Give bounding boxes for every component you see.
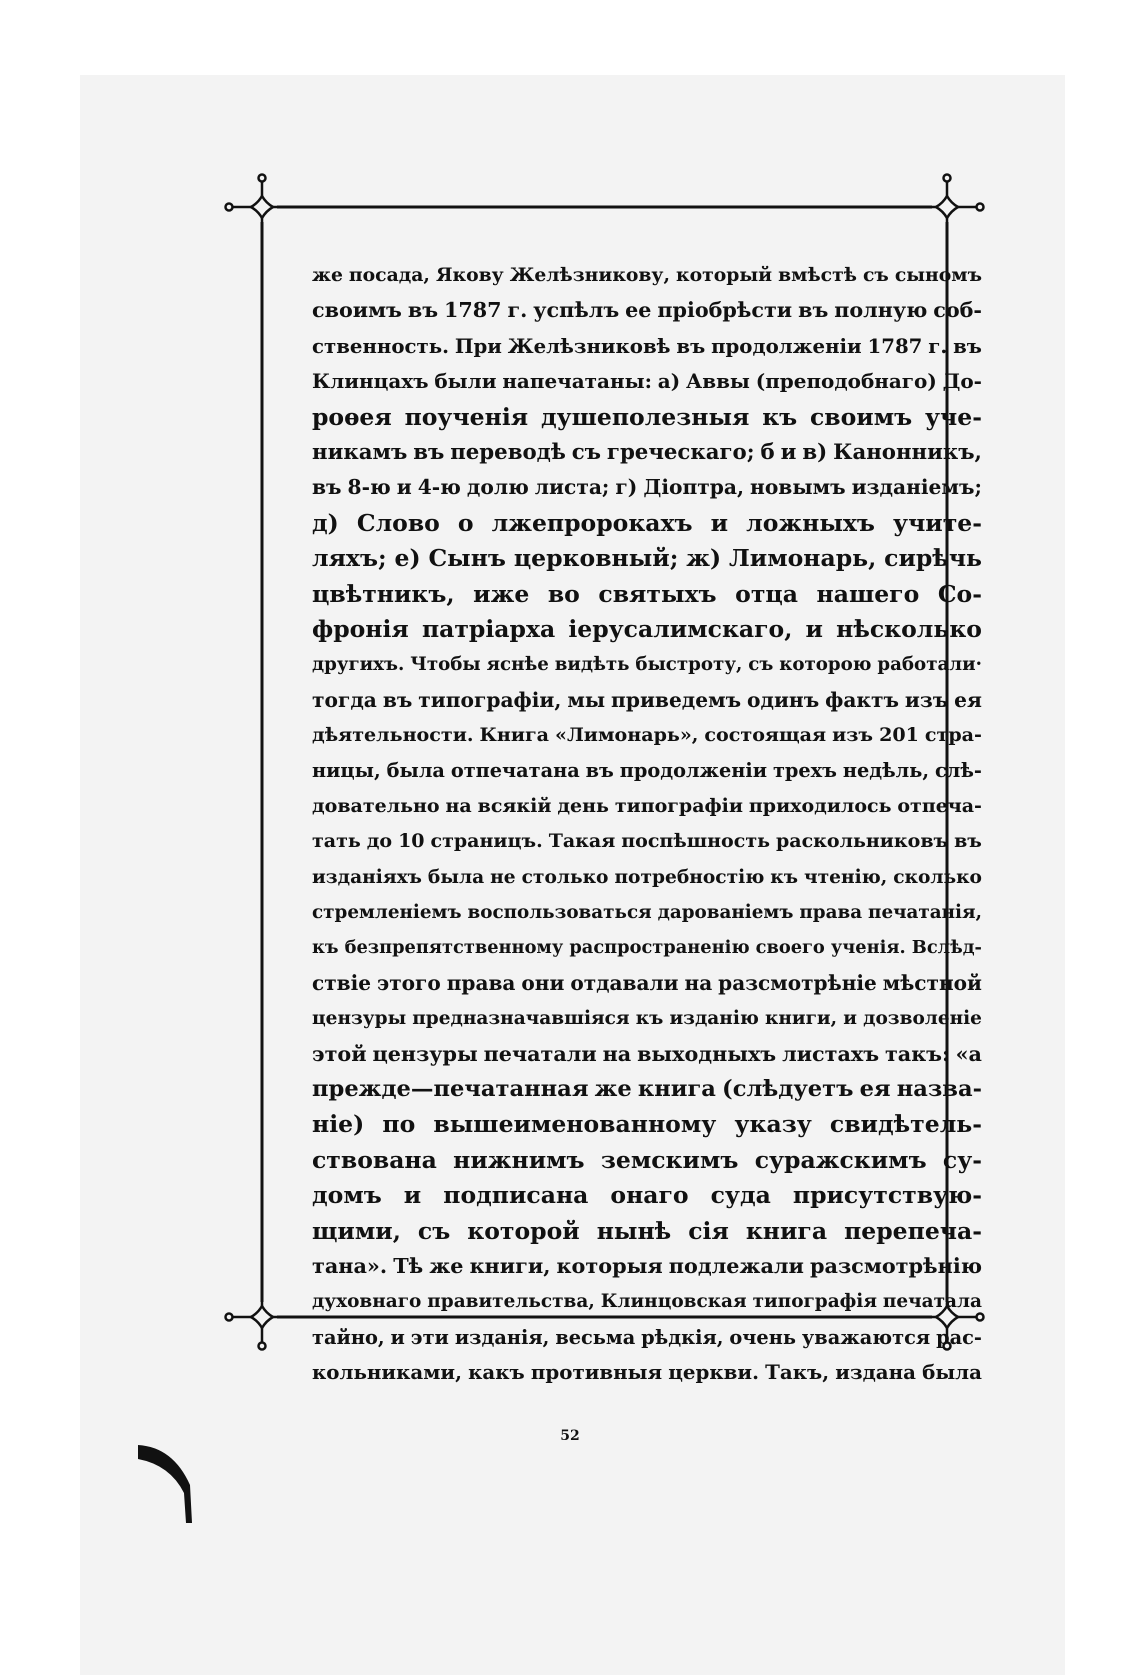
word: предназначавшіяся xyxy=(412,1008,630,1030)
word: въ xyxy=(953,333,982,358)
word: тана». xyxy=(312,1253,388,1278)
word: изъ xyxy=(832,724,874,747)
word: трехъ xyxy=(772,759,837,783)
word: учите- xyxy=(893,508,982,537)
text-line xyxy=(312,789,982,824)
text-line xyxy=(312,293,982,328)
word: святыхъ xyxy=(598,579,717,608)
word: довательно xyxy=(312,794,440,817)
word: «Лимонарь», xyxy=(555,724,699,747)
text-line xyxy=(312,470,982,505)
word: прежде—печатанная xyxy=(312,1075,589,1102)
word: къ xyxy=(635,1008,664,1030)
text-line xyxy=(312,1355,982,1390)
word: въ xyxy=(382,687,413,712)
word: Книга xyxy=(479,724,550,747)
corner-ornament-top-left xyxy=(226,175,293,234)
word: съ xyxy=(417,1216,451,1245)
word: во xyxy=(547,579,580,608)
word: Вслѣд- xyxy=(911,937,982,959)
word: распространенію xyxy=(569,937,750,959)
word: дарованіемъ xyxy=(657,902,794,924)
word: Желѣзниковѣ xyxy=(507,333,671,358)
word: иже xyxy=(473,579,530,608)
word: мѣстной xyxy=(882,970,982,995)
word: о xyxy=(457,508,474,537)
word: перепеча- xyxy=(844,1216,982,1245)
word: 1787 xyxy=(444,298,502,323)
word: были xyxy=(434,369,497,394)
word: печатали xyxy=(483,1041,597,1066)
word: мы xyxy=(567,687,606,712)
word: этого xyxy=(376,970,441,995)
word: б xyxy=(760,439,775,465)
word: въ xyxy=(954,830,982,853)
word: которой xyxy=(467,1216,580,1245)
word: соб- xyxy=(933,298,982,323)
text-line xyxy=(312,683,982,718)
word: 8-ю xyxy=(347,475,391,500)
word: была xyxy=(386,759,445,783)
word: и xyxy=(390,1325,405,1349)
word: Діоптра, xyxy=(643,475,745,500)
word: Клинцахъ xyxy=(312,369,429,394)
word: сколько xyxy=(893,866,982,888)
word: роѳея xyxy=(312,402,392,431)
word: воспользоваться xyxy=(467,902,652,924)
word: указу xyxy=(734,1110,812,1139)
word: 10 xyxy=(398,830,425,853)
word: тайно, xyxy=(312,1325,385,1349)
text-line xyxy=(312,1072,982,1107)
word: сирѣчь xyxy=(884,544,982,573)
word: типографія xyxy=(752,1291,877,1313)
word: щими, xyxy=(312,1216,401,1245)
word: Чтобы xyxy=(410,654,481,676)
word: подписана xyxy=(443,1181,589,1210)
word: который xyxy=(676,264,773,286)
word: же xyxy=(594,1075,632,1102)
word: типографіи, xyxy=(418,687,562,712)
word: вышеименованному xyxy=(433,1110,717,1139)
word: потребностію xyxy=(614,866,765,888)
word: напечатаны: xyxy=(502,369,652,394)
word: эти xyxy=(410,1325,449,1349)
word: печатала xyxy=(882,1291,982,1313)
word: Якову xyxy=(436,264,504,286)
word: ніе) xyxy=(312,1110,365,1139)
corner-ornament-bottom-left xyxy=(226,1291,293,1350)
word: видѣть xyxy=(554,654,630,676)
word: на xyxy=(684,970,713,995)
word: свидѣтель- xyxy=(829,1110,982,1139)
word: и xyxy=(396,475,412,500)
word: до xyxy=(366,830,393,853)
word: а) xyxy=(657,369,681,394)
word: ствіе xyxy=(312,970,372,995)
word: книга xyxy=(637,1075,716,1102)
word: въ xyxy=(798,298,829,323)
word: листа; xyxy=(534,475,610,500)
word: іерусалимскаго, xyxy=(568,614,793,643)
word: слѣ- xyxy=(935,759,982,783)
text-line xyxy=(312,930,982,965)
word: пріобрѣсти xyxy=(657,298,793,323)
word: уче- xyxy=(925,402,982,431)
text-line xyxy=(312,753,982,788)
word: ницы, xyxy=(312,759,381,783)
word: съ xyxy=(862,264,889,286)
word: полную xyxy=(834,298,928,323)
word: ственность. xyxy=(312,333,449,358)
word: переводѣ xyxy=(450,439,566,465)
word: Такая xyxy=(548,830,616,853)
word: въ xyxy=(585,759,614,783)
word: отпеча- xyxy=(897,794,982,817)
text-line xyxy=(312,1320,982,1355)
word: изданіяхъ xyxy=(312,866,422,888)
word: страницъ. xyxy=(430,830,543,853)
text-line xyxy=(312,1178,982,1213)
word: безпрепятственному xyxy=(344,937,564,959)
corner-ornament-top-right xyxy=(917,175,984,234)
body-text xyxy=(312,258,982,1391)
word: своего xyxy=(755,937,825,959)
text-line xyxy=(312,647,982,682)
word: тогда xyxy=(312,687,377,712)
text-line xyxy=(312,400,982,435)
text-line xyxy=(312,966,982,1001)
word: столько xyxy=(521,866,609,888)
text-line xyxy=(312,1001,982,1036)
word: долю xyxy=(466,475,529,500)
text-line xyxy=(312,541,982,576)
word: на xyxy=(445,794,472,817)
word: печатанія, xyxy=(868,902,982,924)
word: которою xyxy=(779,654,872,676)
word: своимъ xyxy=(312,298,402,323)
word: съ xyxy=(571,439,601,465)
text-line xyxy=(312,329,982,364)
word: тать xyxy=(312,830,361,853)
word: правительства, xyxy=(427,1291,595,1313)
word: чтенію, xyxy=(803,866,888,888)
word: дозволеніе xyxy=(863,1008,982,1030)
word: изданію xyxy=(669,1008,759,1030)
word: рѣдкія, xyxy=(641,1325,724,1349)
word: онаго xyxy=(610,1181,689,1210)
word: г) xyxy=(615,475,638,500)
word: присутствую- xyxy=(792,1181,982,1210)
word: изъ xyxy=(904,687,949,712)
word: выходныхъ xyxy=(637,1041,777,1066)
word: весьма xyxy=(555,1325,636,1349)
word: 201 xyxy=(879,724,919,747)
word: новымъ xyxy=(750,475,846,500)
word: ученія. xyxy=(830,937,906,959)
text-line xyxy=(312,860,982,895)
word: подлежали xyxy=(668,1253,804,1278)
word: книга xyxy=(745,1216,828,1245)
word: вмѣстѣ xyxy=(778,264,857,286)
word: быстроту, xyxy=(635,654,743,676)
word: Аввы xyxy=(685,369,750,394)
text-line xyxy=(312,506,982,541)
word: При xyxy=(454,333,502,358)
word: лжепророкахъ xyxy=(491,508,693,537)
word: права xyxy=(799,902,863,924)
word: фактъ xyxy=(825,687,899,712)
word: нашего xyxy=(816,579,920,608)
word: къ xyxy=(762,402,798,431)
word: къ xyxy=(770,866,798,888)
word: въ xyxy=(676,333,706,358)
word: и xyxy=(403,1181,422,1210)
word: 4-ю xyxy=(417,475,461,500)
word: въ xyxy=(413,439,445,465)
word: приведемъ xyxy=(611,687,742,712)
word: и xyxy=(843,1008,857,1030)
text-line xyxy=(312,435,982,470)
word: патріарха xyxy=(421,614,556,643)
word: духовнаго xyxy=(312,1291,422,1313)
word: церкви. xyxy=(668,1360,759,1385)
word: е) xyxy=(394,544,421,573)
word: суда xyxy=(710,1181,771,1210)
text-line xyxy=(312,1214,982,1249)
text-line xyxy=(312,1107,982,1142)
text-line xyxy=(312,1143,982,1178)
word: какъ xyxy=(468,1360,525,1385)
word: права xyxy=(446,970,516,995)
word: поспѣшность xyxy=(621,830,771,853)
word: 1787 xyxy=(867,333,923,358)
word: рас- xyxy=(936,1325,982,1349)
word: отдавали xyxy=(570,970,679,995)
word: суражскимъ xyxy=(754,1145,927,1174)
page-number: 52 xyxy=(560,1428,580,1444)
word: противныя xyxy=(530,1360,663,1385)
word: и xyxy=(780,439,797,465)
word: на xyxy=(602,1041,632,1066)
word: г. xyxy=(507,298,528,323)
text-line xyxy=(312,824,982,859)
word: съ xyxy=(748,654,774,676)
word: (преподобнаго) xyxy=(755,369,937,394)
word: церковный; xyxy=(513,544,679,573)
word: они xyxy=(521,970,565,995)
word: ляхъ; xyxy=(312,544,387,573)
word: очень xyxy=(729,1325,796,1349)
word: фронія xyxy=(312,614,409,643)
word: продолженіи xyxy=(619,759,768,783)
word: Тѣ xyxy=(393,1253,424,1278)
word: яснѣе xyxy=(486,654,549,676)
word: отпечатана xyxy=(450,759,580,783)
word: (слѣдуетъ xyxy=(722,1075,854,1102)
word: своимъ xyxy=(810,402,913,431)
word: посада, xyxy=(348,264,430,286)
word: До- xyxy=(942,369,982,394)
word: книги, xyxy=(469,1253,551,1278)
word: ствована xyxy=(312,1145,437,1174)
word: листахъ xyxy=(782,1041,880,1066)
word: день xyxy=(557,794,609,817)
word: стремленіемъ xyxy=(312,902,462,924)
text-line xyxy=(312,1284,982,1319)
text-line xyxy=(312,1037,982,1072)
scan-corner-mark xyxy=(138,1445,198,1525)
word: Канонникъ, xyxy=(833,439,982,465)
word: въ xyxy=(312,475,342,500)
word: одинъ xyxy=(747,687,820,712)
word: стра- xyxy=(924,724,982,747)
word: другихъ. xyxy=(312,654,405,676)
word: раскольниковъ xyxy=(775,830,949,853)
word: г. xyxy=(928,333,948,358)
text-line xyxy=(312,895,982,930)
word: которыя xyxy=(556,1253,663,1278)
word: была xyxy=(427,866,485,888)
word: «а xyxy=(955,1041,982,1066)
word: душеполезныя xyxy=(540,402,750,431)
word: типографіи xyxy=(614,794,743,817)
word: же xyxy=(429,1253,464,1278)
word: работали· xyxy=(877,654,982,676)
word: домъ xyxy=(312,1181,382,1210)
word: и xyxy=(805,614,823,643)
word: ея xyxy=(859,1075,891,1102)
word: Лимонарь, xyxy=(728,544,877,573)
word: ж) xyxy=(686,544,722,573)
word: никамъ xyxy=(312,439,408,465)
word: состоящая xyxy=(704,724,827,747)
word: издана xyxy=(835,1360,916,1385)
word: сія xyxy=(688,1216,729,1245)
text-line xyxy=(312,1249,982,1284)
word: и xyxy=(710,508,729,537)
word: разсмотрѣніе xyxy=(718,970,877,995)
word: Желѣзникову, xyxy=(509,264,670,286)
word: Слово xyxy=(356,508,440,537)
word: дѣятельности. xyxy=(312,724,474,747)
word: всякій xyxy=(477,794,552,817)
word: земскимъ xyxy=(600,1145,739,1174)
word: разсмотрѣнію xyxy=(809,1253,982,1278)
word: успѣлъ xyxy=(533,298,620,323)
word: цвѣтникъ, xyxy=(312,579,455,608)
word: приходилось xyxy=(748,794,892,817)
word: книги, xyxy=(764,1008,838,1030)
word: въ xyxy=(407,298,439,323)
word: такъ: xyxy=(884,1041,950,1066)
word: не xyxy=(490,866,516,888)
word: ложныхъ xyxy=(746,508,875,537)
word: д) xyxy=(312,508,339,537)
word: назва- xyxy=(896,1075,982,1102)
word: Со- xyxy=(937,579,982,608)
word: кольниками, xyxy=(312,1360,462,1385)
word: нижнимъ xyxy=(453,1145,585,1174)
text-line xyxy=(312,577,982,612)
word: изданія, xyxy=(454,1325,550,1349)
word: этой xyxy=(312,1041,367,1066)
word: отца xyxy=(735,579,798,608)
word: недѣль, xyxy=(842,759,930,783)
word: къ xyxy=(312,937,339,959)
text-line xyxy=(312,612,982,647)
word: в) xyxy=(802,439,828,465)
word: Такъ, xyxy=(765,1360,830,1385)
word: цензуры xyxy=(372,1041,478,1066)
word: сыномъ xyxy=(894,264,982,286)
text-line xyxy=(312,718,982,753)
text-line xyxy=(312,364,982,399)
word: же xyxy=(312,264,343,286)
word: продолженіи xyxy=(711,333,862,358)
word: поученія xyxy=(404,402,529,431)
text-line xyxy=(312,258,982,293)
word: цензуры xyxy=(312,1008,407,1030)
word: Сынъ xyxy=(428,544,506,573)
word: изданіемъ; xyxy=(851,475,982,500)
word: уважаются xyxy=(801,1325,931,1349)
word: су- xyxy=(942,1145,982,1174)
word: греческаго; xyxy=(606,439,755,465)
word: ея xyxy=(954,687,982,712)
word: нѣсколько xyxy=(836,614,982,643)
word: ее xyxy=(625,298,652,323)
word: нынѣ xyxy=(596,1216,672,1245)
word: по xyxy=(382,1110,416,1139)
word: Клинцовская xyxy=(600,1291,747,1313)
word: была xyxy=(922,1360,982,1385)
